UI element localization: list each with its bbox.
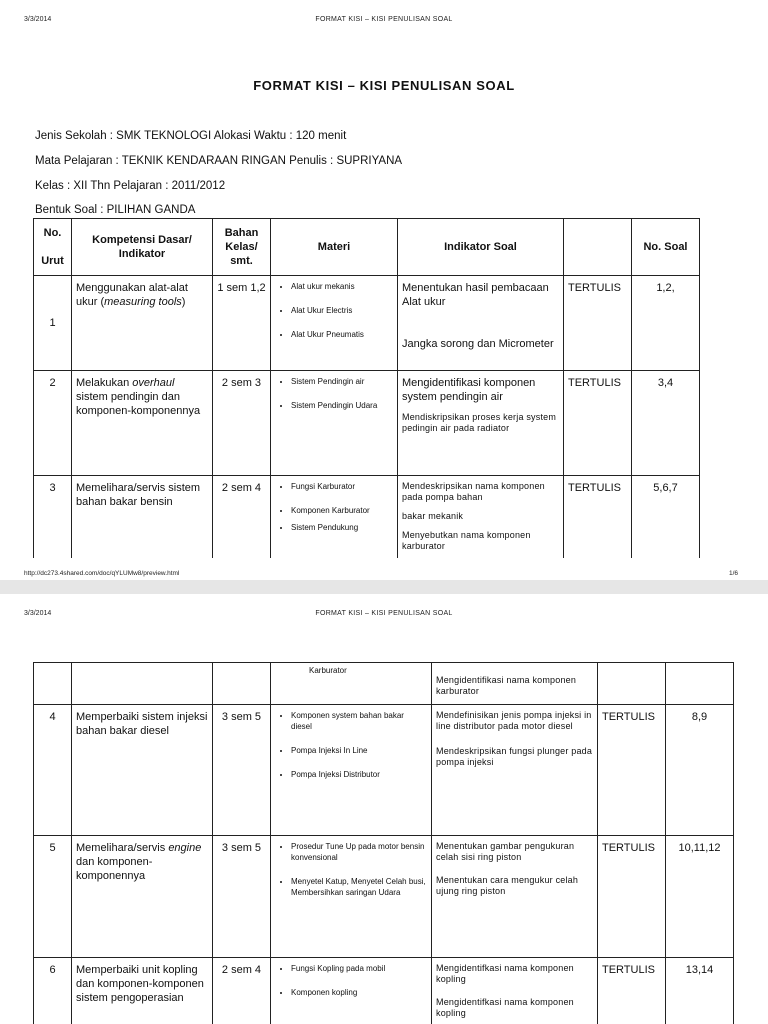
cell-no: 1 <box>34 276 72 371</box>
cell-materi <box>271 705 432 836</box>
meta-school: Jenis Sekolah : SMK TEKNOLOGI Alokasi Waktu : 120 menit <box>35 130 347 142</box>
list-item: • Komponen Karburator <box>291 505 393 516</box>
cell-no-soal: 1,2, <box>632 276 700 371</box>
cell-kelas: 2 sem 3 <box>213 371 271 476</box>
cell-indikator: Menentukan gambar pengukuran celah sisi ring piston Menentukan cara mengukur celah ujung ring piston <box>432 836 598 958</box>
header-kompetensi: Kompetensi Dasar/ Indikator <box>72 219 213 276</box>
cell-no-soal: 8,9 <box>666 705 734 836</box>
footer-page-number: 1/6 <box>728 570 738 577</box>
list-item: • Alat Ukur Electris <box>291 305 393 316</box>
cell-bentuk: TERTULIS <box>564 371 632 476</box>
cell-indikator: Mengidentifkasi nama komponen kopling Mengidentifkasi nama komponen kopling <box>432 958 598 1024</box>
header-materi: Materi <box>271 219 398 276</box>
table-row <box>34 958 734 1024</box>
cell-indikator: Mengidentifikasi nama komponen karburator <box>432 663 598 705</box>
list-item: • Pompa Injeksi In Line <box>291 745 427 756</box>
cell-no-soal: 13,14 <box>666 958 734 1024</box>
list-item: • Sistem Pendingin Udara <box>291 400 393 411</box>
cell-kompetensi: Memperbaiki unit kopling dan komponen-komponen sistem pengoperasian <box>72 958 213 1024</box>
kisi-table-continued <box>33 662 734 1024</box>
cell-no-soal: 5,6,7 <box>632 476 700 576</box>
document-title: FORMAT KISI – KISI PENULISAN SOAL <box>253 78 515 93</box>
cell-kompetensi: Melakukan overhaul sistem pendingin dan komponen-komponennya <box>72 371 213 476</box>
header-blank <box>564 219 632 276</box>
cell-kelas: 2 sem 4 <box>213 476 271 576</box>
cell-no: 2 <box>34 371 72 476</box>
list-item: • Pompa Injeksi Distributor <box>291 769 427 780</box>
cell-kompetensi: Memelihara/servis engine dan komponen-komponennya <box>72 836 213 958</box>
list-item: • Sistem Pendingin air <box>291 376 393 387</box>
cell-kelas: 3 sem 5 <box>213 705 271 836</box>
table-row <box>34 371 700 476</box>
cell-materi <box>271 371 398 476</box>
cell-materi <box>271 276 398 371</box>
cell-no: 6 <box>34 958 72 1024</box>
table-row <box>34 705 734 836</box>
list-item: • Komponen system bahan bakar diesel <box>291 710 427 732</box>
meta-class: Kelas : XII Thn Pelajaran : 2011/2012 <box>35 180 226 192</box>
list-item: • Komponen kopling <box>291 987 427 998</box>
list-item: • Alat Ukur Pneumatis <box>291 329 393 340</box>
list-item: • Menyetel Katup, Menyetel Celah busi, Membersihkan saringan Udara <box>291 876 427 898</box>
header-indikator-soal: Indikator Soal <box>398 219 564 276</box>
page-separator <box>0 580 768 594</box>
kisi-table <box>33 218 700 576</box>
table-row <box>34 836 734 958</box>
table-header-row <box>34 219 700 276</box>
header-kelas: Bahan Kelas/ smt. <box>213 219 271 276</box>
header-title: FORMAT KISI – KISI PENULISAN SOAL <box>315 610 453 617</box>
list-item: • Fungsi Kopling pada mobil <box>291 963 427 974</box>
table-row <box>34 663 734 705</box>
list-item: • Fungsi Karburator <box>291 481 393 492</box>
cell-no: 3 <box>34 476 72 576</box>
cell-kelas: 1 sem 1,2 <box>213 276 271 371</box>
cell-bentuk: TERTULIS <box>564 276 632 371</box>
cell-bentuk: TERTULIS <box>598 958 666 1024</box>
cell-materi <box>271 836 432 958</box>
cell-bentuk: TERTULIS <box>564 476 632 576</box>
cell-kompetensi: Memelihara/servis sistem bahan bakar bensin <box>72 476 213 576</box>
cell-indikator: Menentukan hasil pembacaan Alat ukur Jangka sorong dan Micrometer <box>398 276 564 371</box>
cell-materi: Karburator <box>271 663 432 705</box>
meta-question-type: Bentuk Soal : PILIHAN GANDA <box>35 204 196 216</box>
cell-indikator: Mendefinisikan jenis pompa injeksi in line distributor pada motor diesel Mendeskripsikan fungsi plunger pada pompa injeksi <box>432 705 598 836</box>
cell-no: 5 <box>34 836 72 958</box>
footer-url: http://dc273.4shared.com/doc/qYLUMw8/preview.html <box>24 570 180 577</box>
header-date: 3/3/2014 <box>24 610 52 617</box>
page-2 <box>0 594 768 1024</box>
cell-materi <box>271 958 432 1024</box>
meta-subject: Mata Pelajaran : TEKNIK KENDARAAN RINGAN Penulis : SUPRIYANA <box>35 155 403 167</box>
header-title: FORMAT KISI – KISI PENULISAN SOAL <box>315 16 453 23</box>
cell-no-soal: 10,11,12 <box>666 836 734 958</box>
header-date: 3/3/2014 <box>24 16 52 23</box>
cell-indikator: Mengidentifikasi komponen system pendingin air Mendiskripsikan proses kerja system pedingin air pada radiator <box>398 371 564 476</box>
cell-no-soal: 3,4 <box>632 371 700 476</box>
cell-kompetensi: Memperbaiki sistem injeksi bahan bakar diesel <box>72 705 213 836</box>
cell-bentuk: TERTULIS <box>598 836 666 958</box>
list-item: • Alat ukur mekanis <box>291 281 393 292</box>
cell-kompetensi: Menggunakan alat-alat ukur (measuring tools) <box>72 276 213 371</box>
table-row <box>34 276 700 371</box>
header-no-soal: No. Soal <box>632 219 700 276</box>
list-item: • Sistem Pendukung <box>291 522 393 533</box>
cell-kelas: 2 sem 4 <box>213 958 271 1024</box>
cell-indikator: Mendeskripsikan nama komponen pada pompa bahan bakar mekanik Menyebutkan nama komponen karburator <box>398 476 564 576</box>
header-no: No. Urut <box>34 219 72 276</box>
cell-kelas: 3 sem 5 <box>213 836 271 958</box>
cell-bentuk: TERTULIS <box>598 705 666 836</box>
list-item: • Prosedur Tune Up pada motor bensin konvensional <box>291 841 427 863</box>
cell-no: 4 <box>34 705 72 836</box>
